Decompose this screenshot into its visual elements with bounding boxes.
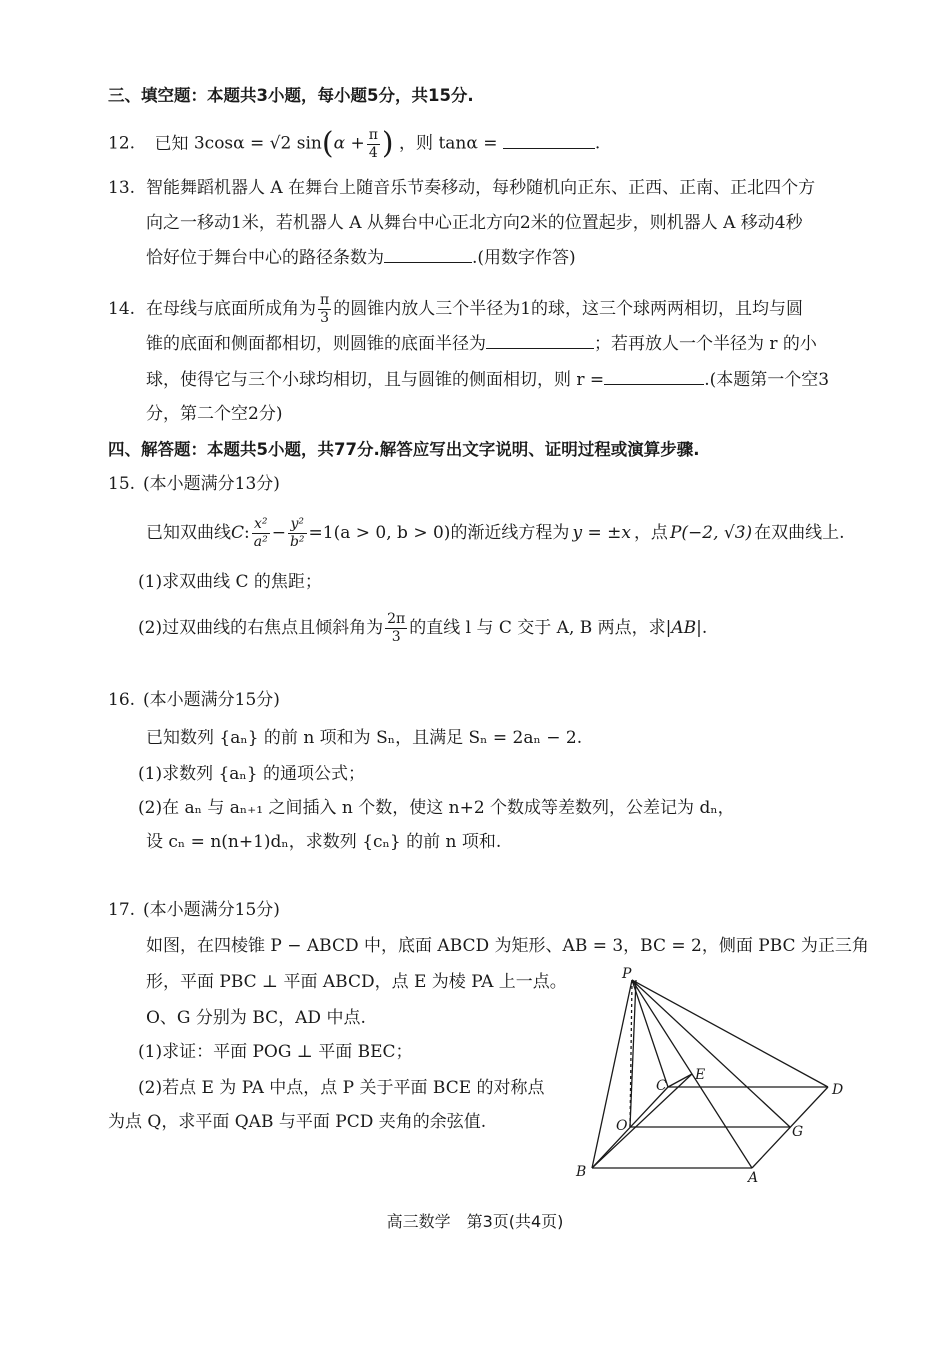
q17-part-2-cont: 为点 Q，求平面 QAB 与平面 PCD 夹角的余弦值. [108, 1112, 487, 1132]
q15-part-1: (1)求双曲线 C 的焦距； [138, 572, 322, 592]
label-P: P [622, 966, 632, 982]
label-G: G [792, 1124, 804, 1140]
label-C: C [656, 1078, 667, 1094]
section-3-header: 三、填空题：本题共3小题，每小题5分，共15分. [108, 86, 474, 105]
fraction-2pi-over-3: $\frac{2\pi}{3}$ [387, 611, 406, 645]
label-D: D [832, 1082, 844, 1098]
label-B: B [576, 1164, 587, 1180]
answer-blank[interactable] [604, 382, 704, 385]
q13-line-3: 恰好位于舞台中心的路径条数为 .(用数字作答) [146, 248, 576, 268]
q12-text: 已知 [154, 133, 189, 154]
question-number: 12. [108, 133, 136, 154]
q17-line-3: O、G 分别为 BC，AD 中点. [146, 1008, 366, 1028]
q12-text-2: ，则 tanα = [399, 133, 498, 154]
edge-PB [592, 980, 632, 1168]
q13-line-2: 向之一移动1米，若机器人 A 从舞台中心正北方向2米的位置起步，则机器人 A 移动4秒 [146, 213, 803, 233]
question-17-header: 17. (本小题满分15分) [108, 900, 280, 920]
question-13-number: 13. [108, 178, 136, 198]
q13-line-1: 智能舞蹈机器人 A 在舞台上随音乐节奏移动，每秒随机向正东、正西、正南、正北四个方 [146, 178, 816, 198]
q15-part-2: (2)过双曲线的右焦点且倾斜角为 $\frac{2\pi}{3}$ 的直线 l 与 C 交于 A, B 两点，求|AB|. [138, 611, 708, 645]
q17-part-2: (2)若点 E 为 PA 中点，点 P 关于平面 BCE 的对称点 [138, 1078, 545, 1098]
q16-statement: 已知数列 {aₙ} 的前 n 项和为 Sₙ，且满足 Sₙ = 2aₙ − 2. [146, 728, 583, 748]
q14-line-3: 球，使得它与三个小球均相切，且与圆锥的侧面相切，则 r = .(本题第一个空3 [146, 370, 830, 390]
segment-BE [592, 1074, 692, 1168]
q17-line-2: 形，平面 PBC ⊥ 平面 ABCD，点 E 为棱 PA 上一点。 [146, 972, 567, 992]
fraction-pi-over-4: $\frac{\pi}{4}$ [368, 127, 378, 161]
fraction-pi-over-3: $\frac{\pi}{3}$ [320, 292, 330, 326]
question-12: 12. 已知 3cosα = √2 sin(α + $\frac{\pi}{4}$ ) ，则 tanα = . [108, 126, 601, 162]
q14-line-4: 分，第二个空2分) [146, 404, 283, 424]
q12-math: 3cosα = √2 sin [193, 133, 322, 154]
label-O: O [616, 1118, 628, 1134]
label-A: A [748, 1170, 759, 1186]
q16-part-2: (2)在 aₙ 与 aₙ₊₁ 之间插入 n 个数，使这 n+2 个数成等差数列，公差记为 dₙ， [138, 798, 735, 818]
answer-blank[interactable] [486, 346, 594, 349]
page-footer: 高三数学 第3页(共4页) [386, 1212, 564, 1231]
q14-line-2: 锥的底面和侧面都相切，则圆锥的底面半径为 ；若再放人一个半径为 r 的小 [146, 334, 817, 354]
section-4-header: 四、解答题：本题共5小题，共77分.解答应写出文字说明、证明过程或演算步骤. [108, 440, 700, 459]
fraction-y2-b2: $\frac{\text{y²}}{\text{b²}}$ [289, 516, 305, 550]
fraction-x2-a2: $\frac{\text{x²}}{\text{a²}}$ [253, 516, 268, 550]
q14-line-1: 在母线与底面所成角为 $\frac{\pi}{3}$ 的圆锥内放人三个半径为1的球，这三个球两两相切，且均与圆 [146, 292, 804, 326]
left-paren: ( [321, 126, 334, 162]
question-15-header: 15. (本小题满分13分) [108, 474, 280, 494]
answer-blank[interactable] [503, 146, 595, 149]
q15-statement: 已知双曲线C: $\frac{\text{x²}}{\text{a²}}$ − $\frac{\text{y²}}{\text{b²}}$ =1(a > 0, b > 0)的渐近线方程为 y = ±x ，点 P(−2, √3) 在双曲线上. [146, 516, 845, 550]
q16-part-2-cont: 设 cₙ = n(n+1)dₙ，求数列 {cₙ} 的前 n 项和. [146, 832, 502, 852]
q12-math-inner: α + [333, 133, 365, 154]
q17-line-1: 如图，在四棱锥 P − ABCD 中，底面 ABCD 为矩形、AB = 3，BC = 2，侧面 PBC 为正三角 [146, 936, 869, 956]
q16-part-1: (1)求数列 {aₙ} 的通项公式； [138, 764, 366, 784]
right-paren: ) [381, 126, 394, 162]
label-E: E [695, 1067, 706, 1083]
answer-blank[interactable] [384, 260, 472, 263]
pyramid-figure [570, 962, 860, 1187]
q17-part-1: (1)求证：平面 POG ⊥ 平面 BEC； [138, 1042, 413, 1062]
question-14-number: 14. [108, 299, 136, 319]
question-16-header: 16. (本小题满分15分) [108, 690, 280, 710]
